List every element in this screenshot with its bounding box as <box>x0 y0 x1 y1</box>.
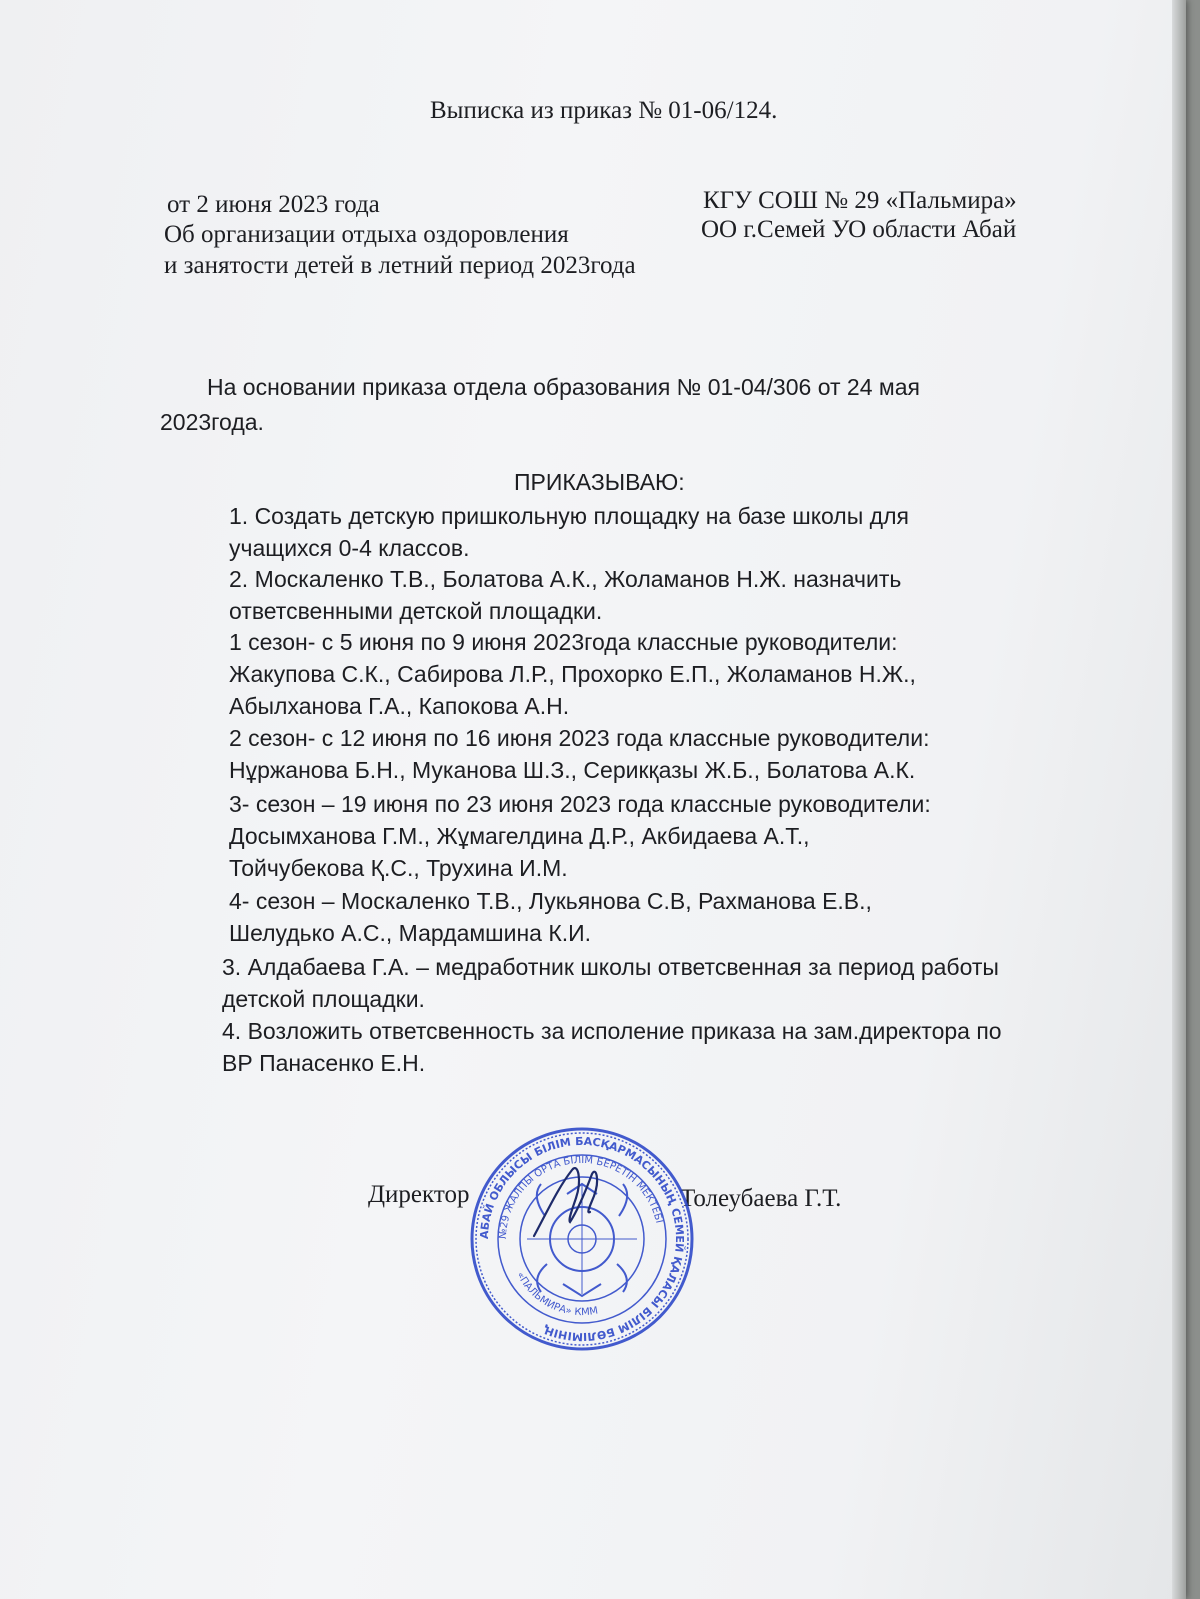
order-line: 3. Алдабаева Г.А. – медработник школы ответсвенная за период работы <box>222 954 999 980</box>
order-line: Нұржанова Б.Н., Муканова Ш.З., Серикқазы Ж.Б., Болатова А.К. <box>229 757 916 783</box>
order-line: Тойчубекова Қ.С., Трухина И.М. <box>229 855 568 881</box>
order-line: 3- сезон – 19 июня по 23 июня 2023 года классные руководители: <box>229 791 931 817</box>
order-line: 2 сезон- с 12 июня по 16 июня 2023 года классные руководители: <box>229 725 930 751</box>
order-line: 2. Москаленко Т.В., Болатова А.К., Жоламанов Н.Ж. назначить <box>229 566 902 592</box>
order-line: Жакупова С.К., Сабирова Л.Р., Прохорко Е.П., Жоламанов Н.Ж., <box>229 661 916 687</box>
order-line: Шелудько А.С., Мардамшина К.И. <box>229 920 592 946</box>
order-line: 1. Создать детскую пришкольную площадку на базе школы для <box>229 503 909 529</box>
order-line: учащихся 0-4 классов. <box>229 535 470 561</box>
order-subject-line-2: и занятости детей в летний период 2023года <box>164 252 636 279</box>
signature-scribble-icon <box>520 1140 630 1250</box>
order-line: 1 сезон- с 5 июня по 9 июня 2023года классные руководители: <box>229 629 898 655</box>
document-title: Выписка из приказ № 01-06/124. <box>430 97 778 124</box>
order-line: ВР Панасенко Е.Н. <box>222 1050 426 1076</box>
order-line: 4. Возложить ответсвенность за исполение приказа на зам.директора по <box>222 1018 1002 1044</box>
order-heading: ПРИКАЗЫВАЮ: <box>514 469 685 495</box>
seal-outer-text: АБАЙ ОБЛЫСЫ БІЛІМ БАСҚАРМАСЫНЫҢ СЕМЕЙ ҚАЛАСЫ БІЛІМ БӨЛІМІНІҢ <box>477 1134 687 1344</box>
order-subject-line-1: Об организации отдыха оздоровления <box>164 221 569 248</box>
seal-bottom-text: «ПАЛЬМИРА» КММ <box>514 1270 599 1319</box>
basis-line-1: На основании приказа отдела образования № 01-04/306 от 24 мая <box>207 374 920 400</box>
order-line: 4- сезон – Москаленко Т.В., Лукьянова С.В, Рахманова Е.В., <box>229 888 872 914</box>
order-line: ответсвенными детской площадки. <box>229 598 603 624</box>
signature-name: Толеубаева Г.Т. <box>680 1185 842 1212</box>
order-line: Досымханова Г.М., Жұмагелдина Д.Р., Акбидаева А.Т., <box>229 823 810 849</box>
seal-inner-text: №29 ЖАЛПЫ ОРТА БІЛІМ БЕРЕТІН МЕКТЕБІ <box>497 1154 665 1240</box>
page-edge-shadow <box>1172 0 1186 1599</box>
organization-line-2: ОО г.Семей УО области Абай <box>701 216 1017 243</box>
signature-role: Директор <box>368 1181 470 1208</box>
order-line: детской площадки. <box>222 986 425 1012</box>
order-date: от 2 июня 2023 года <box>167 191 380 218</box>
order-line: Абылханова Г.А., Капокова А.Н. <box>229 693 570 719</box>
organization-line-1: КГУ СОШ № 29 «Пальмира» <box>703 187 1017 214</box>
basis-line-2: 2023года. <box>160 409 264 435</box>
